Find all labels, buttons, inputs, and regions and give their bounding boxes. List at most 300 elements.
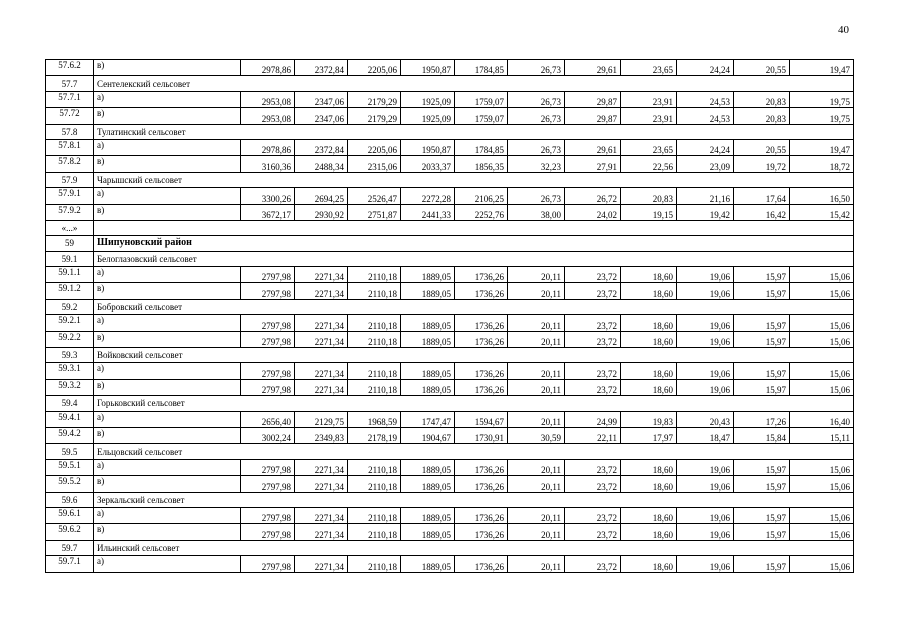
value-cell: 20,11 bbox=[508, 556, 565, 572]
value-cell: 17,26 bbox=[734, 411, 790, 427]
table-row bbox=[46, 108, 854, 124]
value-cell: 23,72 bbox=[565, 524, 621, 540]
value-cell: 18,60 bbox=[621, 315, 677, 331]
value-cell: 19,83 bbox=[621, 411, 677, 427]
value-cell: 1736,26 bbox=[455, 283, 508, 299]
row-code: 59.5.2 bbox=[46, 476, 94, 492]
value-cell: 26,73 bbox=[508, 60, 565, 76]
row-code: 59.4.1 bbox=[46, 411, 94, 427]
value-cell: 2797,98 bbox=[241, 363, 295, 379]
value-cell: 2110,18 bbox=[348, 363, 401, 379]
value-cell: 17,97 bbox=[621, 427, 677, 443]
value-cell: 15,97 bbox=[734, 283, 790, 299]
value-cell: 2953,08 bbox=[241, 91, 295, 107]
value-cell: 18,60 bbox=[621, 556, 677, 572]
value-cell: 26,73 bbox=[508, 91, 565, 107]
value-cell: 2272,28 bbox=[401, 188, 455, 204]
value-cell: 1784,85 bbox=[455, 139, 508, 155]
value-cell: 18,60 bbox=[621, 267, 677, 283]
table-row bbox=[46, 91, 854, 107]
table-row bbox=[46, 411, 854, 427]
value-cell: 15,84 bbox=[734, 427, 790, 443]
value-cell: 19,06 bbox=[677, 283, 734, 299]
section-title: Сентелекский сельсовет bbox=[94, 76, 854, 91]
value-cell: 15,42 bbox=[790, 204, 854, 220]
value-cell: 1736,26 bbox=[455, 331, 508, 347]
value-cell: 29,87 bbox=[565, 108, 621, 124]
table-row bbox=[46, 283, 854, 299]
value-cell: 23,72 bbox=[565, 507, 621, 523]
value-cell: 2178,19 bbox=[348, 427, 401, 443]
row-code: 59.3.2 bbox=[46, 379, 94, 395]
value-cell: 2271,34 bbox=[295, 315, 348, 331]
value-cell: 15,97 bbox=[734, 507, 790, 523]
value-cell: 21,16 bbox=[677, 188, 734, 204]
value-cell: 23,65 bbox=[621, 60, 677, 76]
value-cell: 19,06 bbox=[677, 379, 734, 395]
value-cell: 2978,86 bbox=[241, 60, 295, 76]
row-code: 59.2 bbox=[46, 299, 94, 314]
district-header-row bbox=[46, 236, 854, 251]
value-cell: 18,60 bbox=[621, 476, 677, 492]
value-cell: 26,73 bbox=[508, 108, 565, 124]
value-cell: 15,97 bbox=[734, 379, 790, 395]
value-cell: 2372,84 bbox=[295, 139, 348, 155]
row-letter: в) bbox=[94, 524, 241, 540]
row-code: 59.6.2 bbox=[46, 524, 94, 540]
value-cell: 15,97 bbox=[734, 331, 790, 347]
district-title: Шипуновский район bbox=[94, 236, 854, 251]
value-cell: 15,06 bbox=[790, 315, 854, 331]
value-cell: 2271,34 bbox=[295, 476, 348, 492]
value-cell: 2978,86 bbox=[241, 139, 295, 155]
value-cell: 15,06 bbox=[790, 363, 854, 379]
value-cell: 19,06 bbox=[677, 476, 734, 492]
value-cell: 23,91 bbox=[621, 91, 677, 107]
section-title: Зеркальский сельсовет bbox=[94, 492, 854, 507]
value-cell: 17,64 bbox=[734, 188, 790, 204]
value-cell: 29,61 bbox=[565, 60, 621, 76]
value-cell: 2205,06 bbox=[348, 139, 401, 155]
value-cell: 2347,06 bbox=[295, 91, 348, 107]
value-cell: 2271,34 bbox=[295, 363, 348, 379]
value-cell: 3300,26 bbox=[241, 188, 295, 204]
value-cell: 23,72 bbox=[565, 283, 621, 299]
value-cell: 20,55 bbox=[734, 60, 790, 76]
value-cell: 22,56 bbox=[621, 156, 677, 172]
value-cell: 20,11 bbox=[508, 524, 565, 540]
table-row bbox=[46, 331, 854, 347]
value-cell: 20,11 bbox=[508, 331, 565, 347]
value-cell: 23,72 bbox=[565, 315, 621, 331]
value-cell: 20,11 bbox=[508, 283, 565, 299]
section-title: Бобровский сельсовет bbox=[94, 299, 854, 314]
value-cell: 24,53 bbox=[677, 91, 734, 107]
value-cell: 19,06 bbox=[677, 459, 734, 475]
row-code: 59.1 bbox=[46, 251, 94, 266]
row-code: 57.8.1 bbox=[46, 139, 94, 155]
value-cell: 18,60 bbox=[621, 363, 677, 379]
row-letter: а) bbox=[94, 267, 241, 283]
value-cell: 24,02 bbox=[565, 204, 621, 220]
value-cell: 1925,09 bbox=[401, 108, 455, 124]
value-cell: 2271,34 bbox=[295, 524, 348, 540]
row-code: 59.2.2 bbox=[46, 331, 94, 347]
value-cell: 38,00 bbox=[508, 204, 565, 220]
value-cell: 2106,25 bbox=[455, 188, 508, 204]
row-code: 59.3.1 bbox=[46, 363, 94, 379]
value-cell: 2110,18 bbox=[348, 524, 401, 540]
value-cell: 2033,37 bbox=[401, 156, 455, 172]
section-header-row bbox=[46, 348, 854, 363]
row-code: 57.7.1 bbox=[46, 91, 94, 107]
row-letter: в) bbox=[94, 379, 241, 395]
value-cell: 19,06 bbox=[677, 556, 734, 572]
row-code: 59.7.1 bbox=[46, 556, 94, 572]
row-letter: а) bbox=[94, 91, 241, 107]
value-cell: 15,97 bbox=[734, 363, 790, 379]
value-cell: 15,06 bbox=[790, 283, 854, 299]
tariff-table bbox=[45, 59, 854, 573]
value-cell: 15,06 bbox=[790, 459, 854, 475]
section-header-row bbox=[46, 251, 854, 266]
value-cell: 2110,18 bbox=[348, 459, 401, 475]
value-cell: 2110,18 bbox=[348, 315, 401, 331]
value-cell: 2110,18 bbox=[348, 283, 401, 299]
value-cell: 18,60 bbox=[621, 524, 677, 540]
value-cell: 19,75 bbox=[790, 91, 854, 107]
value-cell: 1889,05 bbox=[401, 315, 455, 331]
value-cell: 2797,98 bbox=[241, 556, 295, 572]
table-row bbox=[46, 556, 854, 572]
table-row bbox=[46, 524, 854, 540]
row-code: 59 bbox=[46, 236, 94, 251]
value-cell: 1736,26 bbox=[455, 459, 508, 475]
value-cell: 1889,05 bbox=[401, 379, 455, 395]
value-cell: 19,06 bbox=[677, 315, 734, 331]
value-cell: 2271,34 bbox=[295, 507, 348, 523]
value-cell: 32,23 bbox=[508, 156, 565, 172]
row-letter: в) bbox=[94, 331, 241, 347]
value-cell: 2179,29 bbox=[348, 91, 401, 107]
value-cell: 20,11 bbox=[508, 411, 565, 427]
value-cell: 23,72 bbox=[565, 556, 621, 572]
value-cell: 2110,18 bbox=[348, 267, 401, 283]
value-cell: 2110,18 bbox=[348, 556, 401, 572]
value-cell: 2488,34 bbox=[295, 156, 348, 172]
table-row bbox=[46, 139, 854, 155]
value-cell: 1950,87 bbox=[401, 139, 455, 155]
value-cell: 1736,26 bbox=[455, 315, 508, 331]
value-cell: 2129,75 bbox=[295, 411, 348, 427]
value-cell: 19,42 bbox=[677, 204, 734, 220]
value-cell: 15,06 bbox=[790, 556, 854, 572]
page-number: 40 bbox=[838, 24, 849, 36]
row-letter: а) bbox=[94, 139, 241, 155]
row-letter: а) bbox=[94, 459, 241, 475]
value-cell: 2271,34 bbox=[295, 459, 348, 475]
value-cell: 2271,34 bbox=[295, 267, 348, 283]
value-cell: 26,73 bbox=[508, 139, 565, 155]
section-title: Чарышский сельсовет bbox=[94, 172, 854, 187]
value-cell: 1747,47 bbox=[401, 411, 455, 427]
row-letter: в) bbox=[94, 60, 241, 76]
value-cell: 2797,98 bbox=[241, 459, 295, 475]
row-code: 59.5 bbox=[46, 444, 94, 459]
row-code: 59.7 bbox=[46, 540, 94, 555]
row-letter: а) bbox=[94, 411, 241, 427]
value-cell: 2797,98 bbox=[241, 315, 295, 331]
value-cell: 1889,05 bbox=[401, 363, 455, 379]
value-cell: 2797,98 bbox=[241, 524, 295, 540]
value-cell: 26,72 bbox=[565, 188, 621, 204]
value-cell: 2110,18 bbox=[348, 507, 401, 523]
value-cell: 20,83 bbox=[621, 188, 677, 204]
row-letter: а) bbox=[94, 556, 241, 572]
value-cell: 15,97 bbox=[734, 315, 790, 331]
value-cell: 29,61 bbox=[565, 139, 621, 155]
value-cell: 15,97 bbox=[734, 556, 790, 572]
table-row bbox=[46, 507, 854, 523]
value-cell: 15,11 bbox=[790, 427, 854, 443]
value-cell: 2656,40 bbox=[241, 411, 295, 427]
value-cell: 19,72 bbox=[734, 156, 790, 172]
value-cell: 15,06 bbox=[790, 524, 854, 540]
value-cell: 19,06 bbox=[677, 524, 734, 540]
row-code: 59.1.2 bbox=[46, 283, 94, 299]
value-cell: 15,97 bbox=[734, 267, 790, 283]
row-letter: в) bbox=[94, 283, 241, 299]
section-header-row bbox=[46, 444, 854, 459]
value-cell: 15,97 bbox=[734, 524, 790, 540]
value-cell: 1925,09 bbox=[401, 91, 455, 107]
value-cell: 2271,34 bbox=[295, 283, 348, 299]
value-cell: 20,11 bbox=[508, 476, 565, 492]
value-cell: 1889,05 bbox=[401, 556, 455, 572]
section-header-row bbox=[46, 492, 854, 507]
value-cell: 19,06 bbox=[677, 507, 734, 523]
value-cell: 1968,59 bbox=[348, 411, 401, 427]
value-cell: 3160,36 bbox=[241, 156, 295, 172]
value-cell: 22,11 bbox=[565, 427, 621, 443]
omission-row bbox=[46, 220, 854, 235]
value-cell: 23,72 bbox=[565, 267, 621, 283]
value-cell: 23,72 bbox=[565, 459, 621, 475]
value-cell: 1736,26 bbox=[455, 507, 508, 523]
row-letter: а) bbox=[94, 188, 241, 204]
row-code: 57.7 bbox=[46, 76, 94, 91]
value-cell: 2797,98 bbox=[241, 267, 295, 283]
value-cell: 18,60 bbox=[621, 379, 677, 395]
section-title: Тулатинский сельсовет bbox=[94, 124, 854, 139]
value-cell: 3672,17 bbox=[241, 204, 295, 220]
value-cell: 20,11 bbox=[508, 379, 565, 395]
row-code: 57.9.1 bbox=[46, 188, 94, 204]
value-cell: 24,53 bbox=[677, 108, 734, 124]
row-letter: в) bbox=[94, 427, 241, 443]
value-cell: 1784,85 bbox=[455, 60, 508, 76]
row-code: 57.72 bbox=[46, 108, 94, 124]
value-cell: 16,42 bbox=[734, 204, 790, 220]
row-code: 59.4 bbox=[46, 396, 94, 411]
section-header-row bbox=[46, 540, 854, 555]
value-cell: 2252,76 bbox=[455, 204, 508, 220]
value-cell: 20,11 bbox=[508, 363, 565, 379]
row-letter: а) bbox=[94, 315, 241, 331]
value-cell: 19,75 bbox=[790, 108, 854, 124]
value-cell: 1736,26 bbox=[455, 363, 508, 379]
row-code: 57.9.2 bbox=[46, 204, 94, 220]
value-cell: 15,06 bbox=[790, 476, 854, 492]
value-cell: 1736,26 bbox=[455, 379, 508, 395]
section-title: Ильинский сельсовет bbox=[94, 540, 854, 555]
value-cell: 1889,05 bbox=[401, 267, 455, 283]
value-cell: 1736,26 bbox=[455, 476, 508, 492]
value-cell: 23,72 bbox=[565, 363, 621, 379]
value-cell: 19,15 bbox=[621, 204, 677, 220]
table-row bbox=[46, 204, 854, 220]
value-cell: 1889,05 bbox=[401, 283, 455, 299]
value-cell: 24,99 bbox=[565, 411, 621, 427]
table-row bbox=[46, 60, 854, 76]
value-cell: 1594,67 bbox=[455, 411, 508, 427]
value-cell: 26,73 bbox=[508, 188, 565, 204]
value-cell: 2372,84 bbox=[295, 60, 348, 76]
value-cell: 15,97 bbox=[734, 476, 790, 492]
value-cell: 20,83 bbox=[734, 91, 790, 107]
value-cell: 20,11 bbox=[508, 267, 565, 283]
value-cell: 2315,06 bbox=[348, 156, 401, 172]
table-row bbox=[46, 315, 854, 331]
value-cell: 2797,98 bbox=[241, 283, 295, 299]
value-cell: 15,06 bbox=[790, 507, 854, 523]
value-cell: 2930,92 bbox=[295, 204, 348, 220]
value-cell: 20,11 bbox=[508, 459, 565, 475]
value-cell: 2110,18 bbox=[348, 331, 401, 347]
value-cell: 15,06 bbox=[790, 331, 854, 347]
row-code: 57.9 bbox=[46, 172, 94, 187]
table-row bbox=[46, 363, 854, 379]
table-row bbox=[46, 427, 854, 443]
value-cell: 1889,05 bbox=[401, 507, 455, 523]
value-cell: 19,06 bbox=[677, 267, 734, 283]
value-cell: 1889,05 bbox=[401, 524, 455, 540]
value-cell: 1736,26 bbox=[455, 267, 508, 283]
section-header-row bbox=[46, 124, 854, 139]
row-code: 57.8 bbox=[46, 124, 94, 139]
value-cell: 23,65 bbox=[621, 139, 677, 155]
value-cell: 1889,05 bbox=[401, 331, 455, 347]
value-cell: 1736,26 bbox=[455, 556, 508, 572]
row-letter: в) bbox=[94, 476, 241, 492]
value-cell: 18,47 bbox=[677, 427, 734, 443]
value-cell: 2953,08 bbox=[241, 108, 295, 124]
table-row bbox=[46, 459, 854, 475]
value-cell: 20,11 bbox=[508, 315, 565, 331]
row-letter: а) bbox=[94, 363, 241, 379]
row-code: 59.1.1 bbox=[46, 267, 94, 283]
value-cell: 2110,18 bbox=[348, 379, 401, 395]
value-cell: 29,87 bbox=[565, 91, 621, 107]
section-title: Ельцовский сельсовет bbox=[94, 444, 854, 459]
row-code: 59.6 bbox=[46, 492, 94, 507]
table-row bbox=[46, 188, 854, 204]
value-cell: 1856,35 bbox=[455, 156, 508, 172]
row-letter: в) bbox=[94, 204, 241, 220]
value-cell: 1759,07 bbox=[455, 91, 508, 107]
value-cell: 2271,34 bbox=[295, 556, 348, 572]
value-cell: 18,60 bbox=[621, 507, 677, 523]
section-header-row bbox=[46, 76, 854, 91]
table-row bbox=[46, 156, 854, 172]
row-code: 59.2.1 bbox=[46, 315, 94, 331]
section-header-row bbox=[46, 396, 854, 411]
section-header-row bbox=[46, 172, 854, 187]
value-cell: 23,72 bbox=[565, 476, 621, 492]
value-cell: 18,60 bbox=[621, 283, 677, 299]
table-row bbox=[46, 379, 854, 395]
value-cell: 1736,26 bbox=[455, 524, 508, 540]
value-cell: 3002,24 bbox=[241, 427, 295, 443]
value-cell: 24,24 bbox=[677, 139, 734, 155]
value-cell: 30,59 bbox=[508, 427, 565, 443]
value-cell: 18,60 bbox=[621, 331, 677, 347]
row-code: 59.3 bbox=[46, 348, 94, 363]
value-cell: 2694,25 bbox=[295, 188, 348, 204]
value-cell: 23,91 bbox=[621, 108, 677, 124]
table-row bbox=[46, 476, 854, 492]
table-body bbox=[46, 60, 854, 573]
row-letter: а) bbox=[94, 507, 241, 523]
value-cell: 20,55 bbox=[734, 139, 790, 155]
value-cell: 2441,33 bbox=[401, 204, 455, 220]
value-cell: 19,47 bbox=[790, 60, 854, 76]
value-cell: 20,83 bbox=[734, 108, 790, 124]
value-cell: 1759,07 bbox=[455, 108, 508, 124]
value-cell: 2797,98 bbox=[241, 331, 295, 347]
row-code: 59.6.1 bbox=[46, 507, 94, 523]
value-cell: 2751,87 bbox=[348, 204, 401, 220]
value-cell: 2179,29 bbox=[348, 108, 401, 124]
value-cell: 2526,47 bbox=[348, 188, 401, 204]
row-letter: в) bbox=[94, 108, 241, 124]
section-title: Войковский сельсовет bbox=[94, 348, 854, 363]
value-cell: 23,09 bbox=[677, 156, 734, 172]
value-cell: 27,91 bbox=[565, 156, 621, 172]
value-cell: 24,24 bbox=[677, 60, 734, 76]
value-cell: 2797,98 bbox=[241, 476, 295, 492]
omission-mark: «...» bbox=[46, 220, 94, 235]
value-cell: 20,43 bbox=[677, 411, 734, 427]
section-title: Горьковский сельсовет bbox=[94, 396, 854, 411]
value-cell: 19,06 bbox=[677, 363, 734, 379]
value-cell: 2271,34 bbox=[295, 379, 348, 395]
value-cell: 18,72 bbox=[790, 156, 854, 172]
value-cell: 15,06 bbox=[790, 379, 854, 395]
value-cell: 18,60 bbox=[621, 459, 677, 475]
value-cell: 23,72 bbox=[565, 331, 621, 347]
section-header-row bbox=[46, 299, 854, 314]
value-cell: 1904,67 bbox=[401, 427, 455, 443]
section-title: Белоглазовский сельсовет bbox=[94, 251, 854, 266]
value-cell: 1889,05 bbox=[401, 476, 455, 492]
row-code: 57.8.2 bbox=[46, 156, 94, 172]
value-cell: 16,50 bbox=[790, 188, 854, 204]
value-cell: 1730,91 bbox=[455, 427, 508, 443]
value-cell: 20,11 bbox=[508, 507, 565, 523]
value-cell: 2797,98 bbox=[241, 507, 295, 523]
row-code: 57.6.2 bbox=[46, 60, 94, 76]
